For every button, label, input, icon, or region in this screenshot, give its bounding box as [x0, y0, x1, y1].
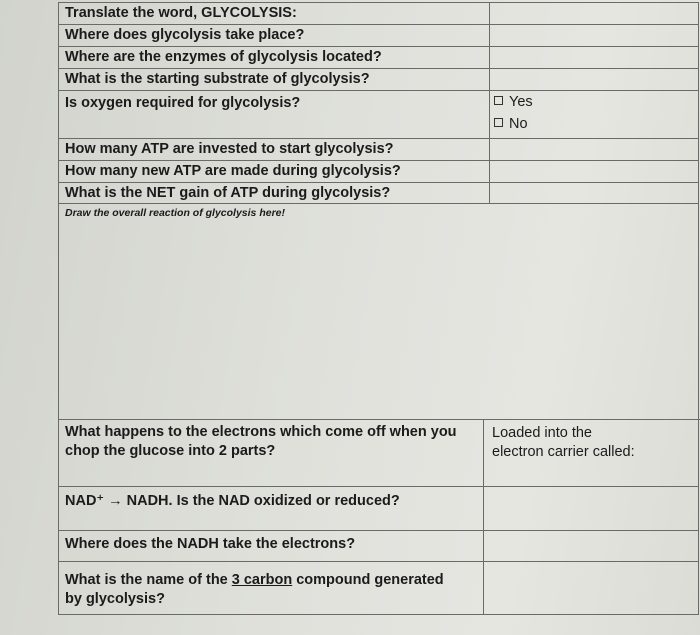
question-cell — [58, 161, 490, 182]
glycolysis-worksheet-table — [58, 2, 699, 614]
answer-cell-location[interactable] — [490, 25, 699, 46]
question-cell — [58, 562, 484, 614]
question-atp-net: What is the NET gain of ATP during glycolysis? — [65, 185, 391, 201]
question-location: Where does glycolysis take place? — [65, 27, 305, 43]
question-3-carbon-line2: by glycolysis? — [65, 591, 165, 607]
question-cell — [58, 69, 490, 90]
question-cell — [58, 531, 484, 561]
question-cell — [58, 91, 490, 138]
question-3-carbon-compound — [59, 562, 483, 590]
question-oxygen: Is oxygen required for glycolysis? — [65, 95, 301, 111]
answer-cell-substrate[interactable] — [490, 69, 699, 90]
table-row — [58, 420, 699, 487]
answer-line1: Loaded into the — [492, 425, 592, 441]
table-row — [58, 47, 699, 69]
question-cell — [58, 487, 484, 530]
question-prefix: What is the name of the — [65, 572, 232, 588]
question-enzymes: Where are the enzymes of glycolysis located? — [65, 49, 382, 65]
question-suffix: compound generated — [292, 572, 444, 588]
question-atp-made: How many new ATP are made during glycolysis? — [65, 163, 401, 179]
question-cell — [58, 139, 490, 160]
answer-cell-nadh[interactable] — [484, 531, 699, 561]
question-translate-glycolysis: Translate the word, GLYCOLYSIS: — [65, 5, 297, 21]
checkbox-yes[interactable] — [494, 96, 503, 105]
question-nad-oxidized-reduced: NAD⁺ → NADH. Is the NAD oxidized or reduced? — [65, 493, 400, 509]
answer-cell-atp-made[interactable] — [490, 161, 699, 182]
drawing-area[interactable] — [58, 204, 700, 420]
answer-line2: electron carrier called: — [492, 444, 635, 460]
option-no[interactable] — [494, 115, 533, 134]
answer-cell-nad[interactable] — [484, 487, 699, 530]
question-cell — [58, 47, 490, 68]
answer-cell-translate[interactable] — [490, 3, 699, 24]
option-no-label: No — [509, 116, 528, 132]
table-row — [58, 139, 699, 161]
table-row — [58, 91, 699, 139]
question-nadh-electrons: Where does the NADH take the electrons? — [65, 536, 356, 552]
table-row — [58, 161, 699, 183]
question-cell — [58, 183, 490, 203]
electron-carrier-answer — [492, 424, 635, 462]
question-cell — [58, 3, 490, 24]
underlined-3-carbon: 3 carbon — [231, 572, 293, 588]
answer-cell-enzymes[interactable] — [490, 47, 699, 68]
option-yes-label: Yes — [509, 94, 533, 110]
table-row — [58, 3, 699, 25]
question-atp-invested: How many ATP are invested to start glycolysis? — [65, 141, 394, 157]
answer-cell-atp-invested[interactable] — [490, 139, 699, 160]
question-electrons-line1: What happens to the electrons which come off when you — [65, 424, 457, 440]
question-cell — [58, 25, 490, 46]
checkbox-no[interactable] — [494, 118, 503, 127]
question-electrons-line2: chop the glucose into 2 parts? — [65, 443, 276, 459]
table-right-border — [698, 2, 699, 420]
table-row — [58, 487, 699, 531]
oxygen-options — [494, 93, 533, 134]
question-substrate: What is the starting substrate of glycolysis? — [65, 71, 370, 87]
table-row — [58, 183, 699, 204]
table-row — [58, 562, 699, 615]
table-row — [58, 69, 699, 91]
option-yes[interactable] — [494, 93, 533, 112]
table-row — [58, 531, 699, 562]
table-row — [58, 25, 699, 47]
question-cell — [58, 420, 484, 486]
answer-cell-atp-net[interactable] — [490, 183, 699, 203]
draw-prompt: Draw the overall reaction of glycolysis here! — [65, 207, 285, 219]
answer-cell-3-carbon[interactable] — [484, 562, 699, 614]
